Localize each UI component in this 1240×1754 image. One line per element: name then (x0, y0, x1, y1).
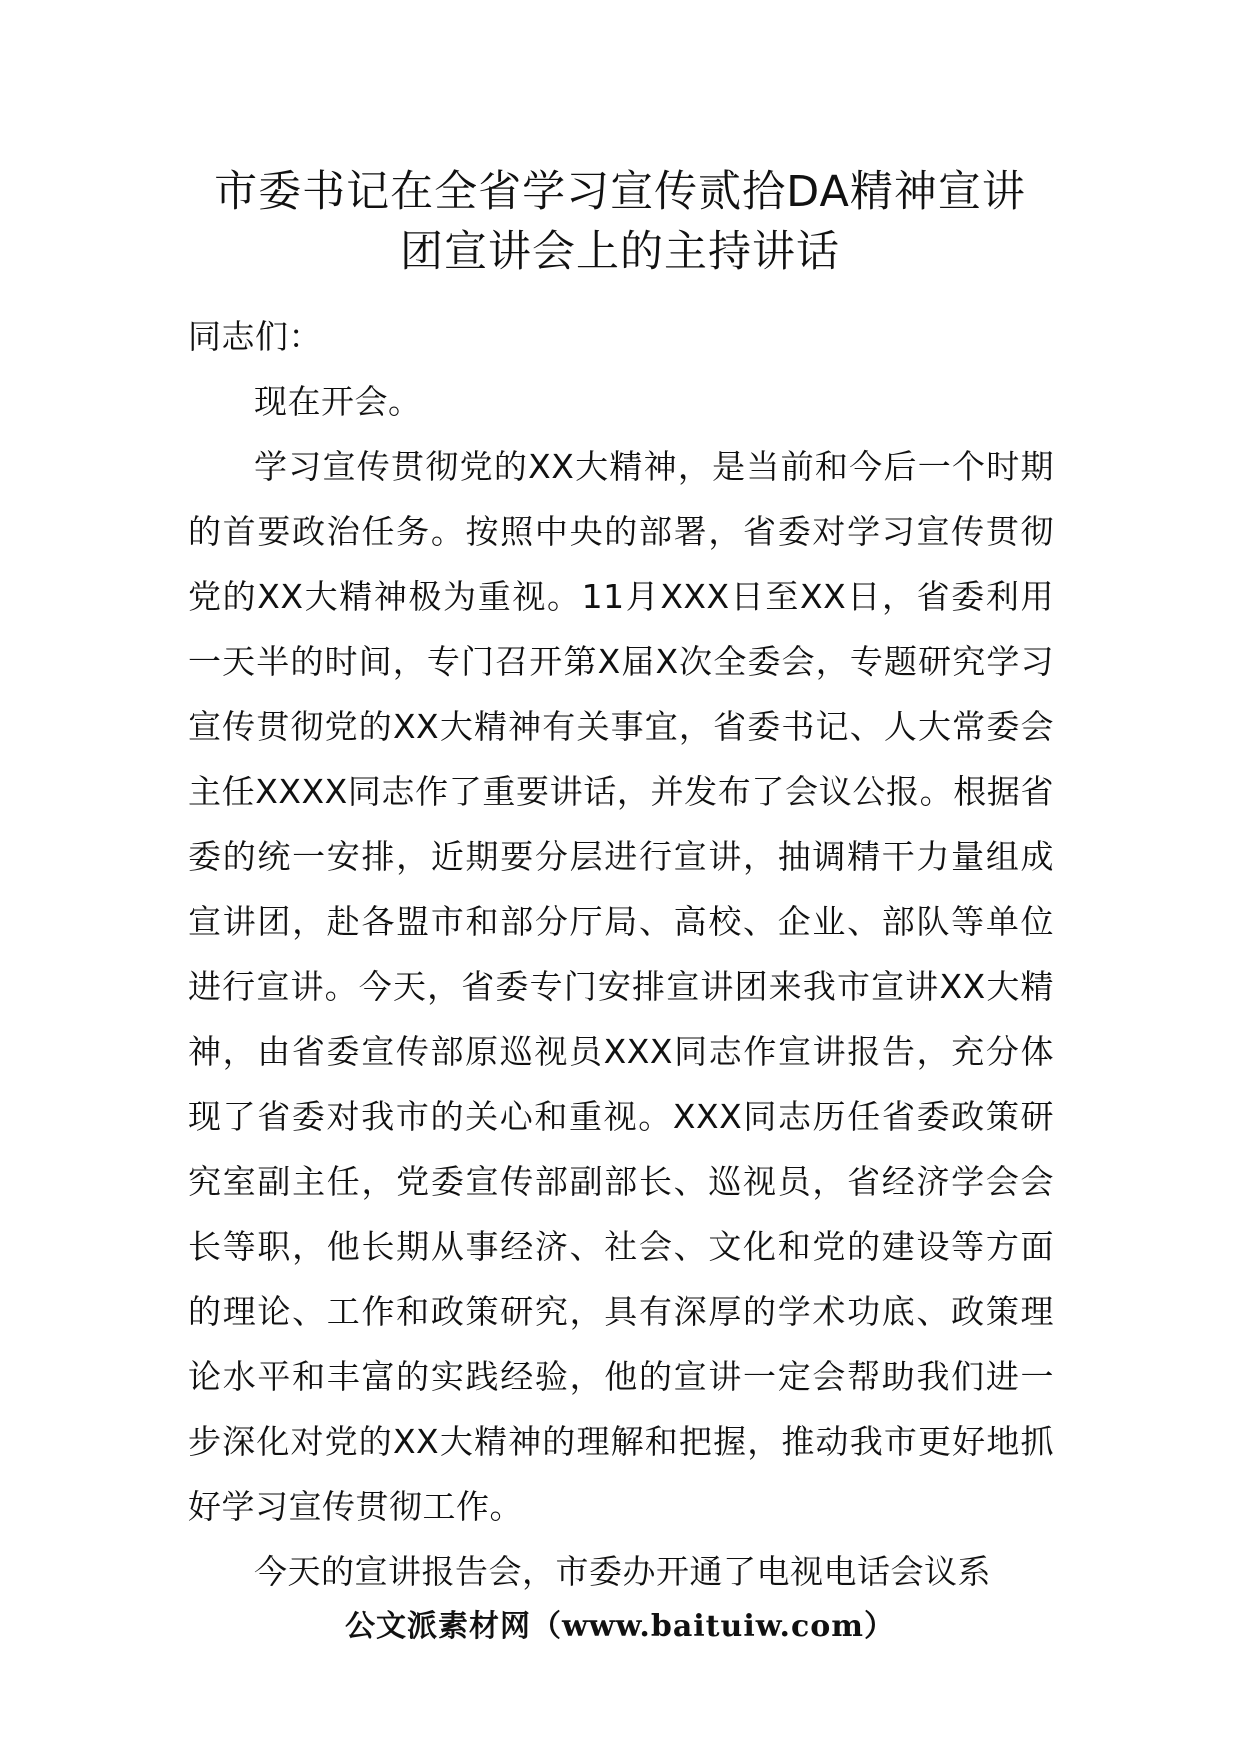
salutation: 同志们： (188, 317, 322, 356)
footer-watermark: 公文派素材网（www.baituiw.com） (344, 1609, 896, 1644)
paragraph-continuation: 今天的宣讲报告会，市委办开通了电视电话会议系 (254, 1552, 991, 1591)
paragraph-main: 学习宣传贯彻党的XX大精神，是当前和今后一个时期的首要政治任务。按照中央的部署，省委对学习宣传贯彻党的XX大精神极为重视。11月XXX日至XX日，省委利用一天半的时间，专门召开第X届X次全委会，专题研究学习宣传贯彻党的XX大精神有关事宜，省委书记、人大常委会主任XXXX同志作了重要讲话，并发布了会议公报。根据省委的统一安排，近期要分层进行宣讲，抽调精干力量组成宣讲团，赴各盟市和部分厅局、高校、企业、部队等单位进行宣讲。今天，省委专门安排宣讲团来我市宣讲XX大精神，由省委宣传部原巡视员XXX同志作宣讲报告，充分体现了省委对我市的关心和重视。XXX同志历任省委政策研究室副主任，党委宣传部副部长、巡视员，省经济学会会长等职，他长期从事经济、社会、文化和党的建设等方面的理论、工作和政策研究，具有深厚的学术功底、政策理论水平和丰富的实践经验，他的宣讲一定会帮助我们进一步深化对党的XX大精神的理解和把握，推动我市更好地抓好学习宣传贯彻工作。 (188, 447, 1054, 1526)
document-body (188, 304, 1054, 1604)
title-line-1: 市委书记在全省学习宣传贰拾DA精神宣讲 (214, 167, 1026, 217)
title-line-2: 团宣讲会上的主持讲话 (400, 227, 840, 277)
document-title (150, 162, 1090, 282)
paragraph-opening: 现在开会。 (254, 382, 422, 421)
